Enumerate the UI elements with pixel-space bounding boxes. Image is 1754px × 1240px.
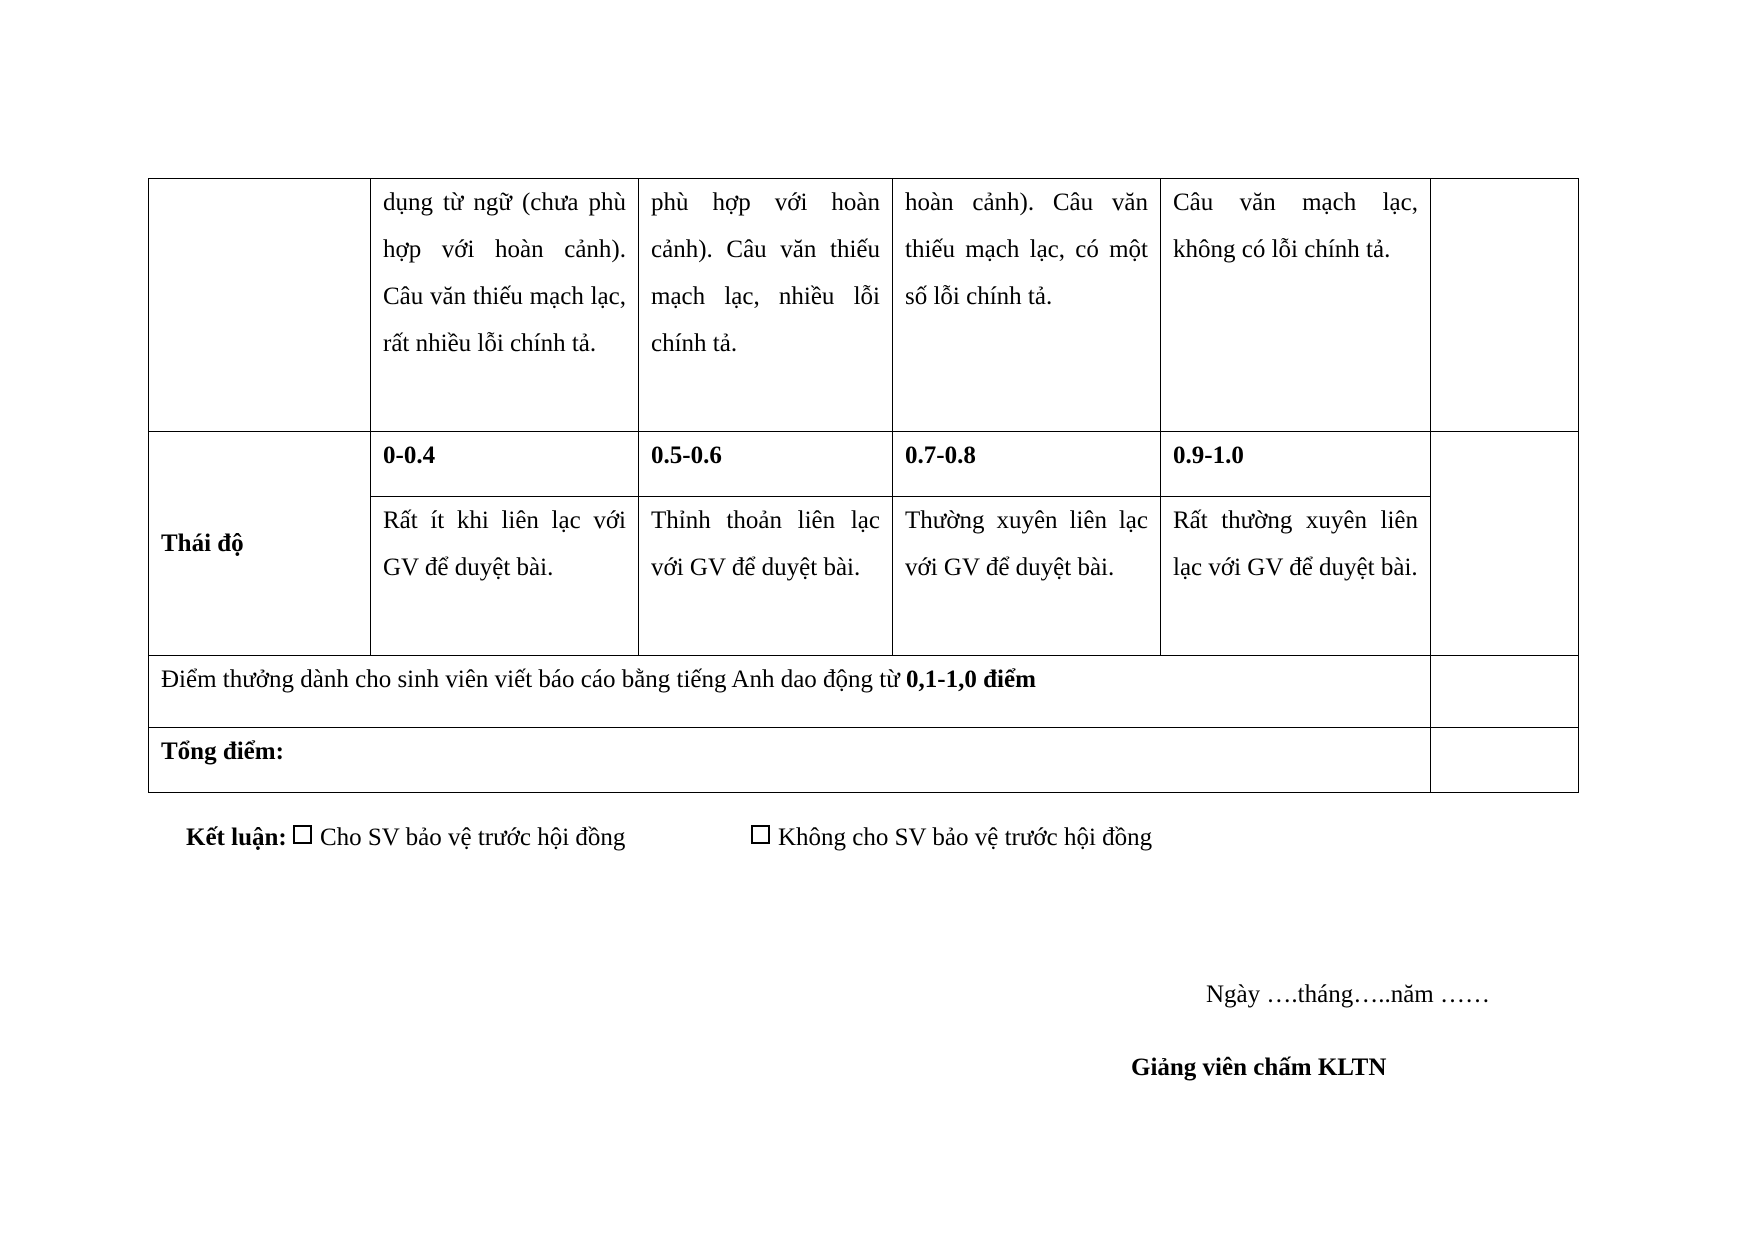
signer-title: Giảng viên chấm KLTN: [1131, 1054, 1387, 1081]
table-row-attitude-ranges: [149, 432, 1579, 497]
table-row-bonus: [149, 656, 1579, 728]
criteria-level-2: phù hợp với hoàn cảnh). Câu văn thiếu mạch lạc, nhiều lỗi chính tả.: [639, 179, 893, 432]
reject-option: [751, 818, 1152, 858]
attitude-level-4: Rất thường xuyên liên lạc với GV để duyệt bài.: [1161, 497, 1431, 656]
criteria-level-1: dụng từ ngữ (chưa phù hợp với hoàn cảnh). Câu văn thiếu mạch lạc, rất nhiều lỗi chính tả.: [371, 179, 639, 432]
row-label-empty: [149, 179, 371, 432]
grading-rubric-table: [148, 178, 1579, 793]
table-row-total: [149, 728, 1579, 793]
row-label-attitude: Thái độ: [149, 432, 371, 656]
bonus-text: [149, 656, 1431, 728]
score-cell: [1431, 656, 1579, 728]
score-range: 0-0.4: [371, 432, 639, 497]
attitude-level-1: Rất ít khi liên lạc với GV để duyệt bài.: [371, 497, 639, 656]
total-score-cell: [1431, 728, 1579, 793]
bonus-range: 0,1-1,0 điểm: [906, 666, 1036, 693]
date-line: Ngày ….tháng…..năm ……: [1206, 981, 1490, 1008]
conclusion: [186, 818, 1153, 858]
bonus-description: Điểm thưởng dành cho sinh viên viết báo cáo bằng tiếng Anh dao động từ: [161, 666, 907, 693]
table-row-writing: [149, 179, 1579, 432]
score-range: 0.9-1.0: [1161, 432, 1431, 497]
score-cell: [1431, 179, 1579, 432]
score-cell: [1431, 432, 1579, 656]
reject-checkbox[interactable]: [751, 825, 770, 844]
reject-option-label: Không cho SV bảo vệ trước hội đồng: [778, 824, 1153, 851]
approve-checkbox[interactable]: [293, 825, 312, 844]
criteria-level-3: hoàn cảnh). Câu văn thiếu mạch lạc, có một số lỗi chính tả.: [893, 179, 1161, 432]
score-range: 0.5-0.6: [639, 432, 893, 497]
score-range: 0.7-0.8: [893, 432, 1161, 497]
conclusion-label: Kết luận:: [186, 824, 287, 851]
criteria-level-4: Câu văn mạch lạc, không có lỗi chính tả.: [1161, 179, 1431, 432]
approve-option-label: Cho SV bảo vệ trước hội đồng: [319, 824, 626, 851]
total-label: Tổng điểm:: [149, 728, 1431, 793]
attitude-level-3: Thường xuyên liên lạc với GV để duyệt bài.: [893, 497, 1161, 656]
attitude-level-2: Thỉnh thoản liên lạc với GV để duyệt bài.: [639, 497, 893, 656]
